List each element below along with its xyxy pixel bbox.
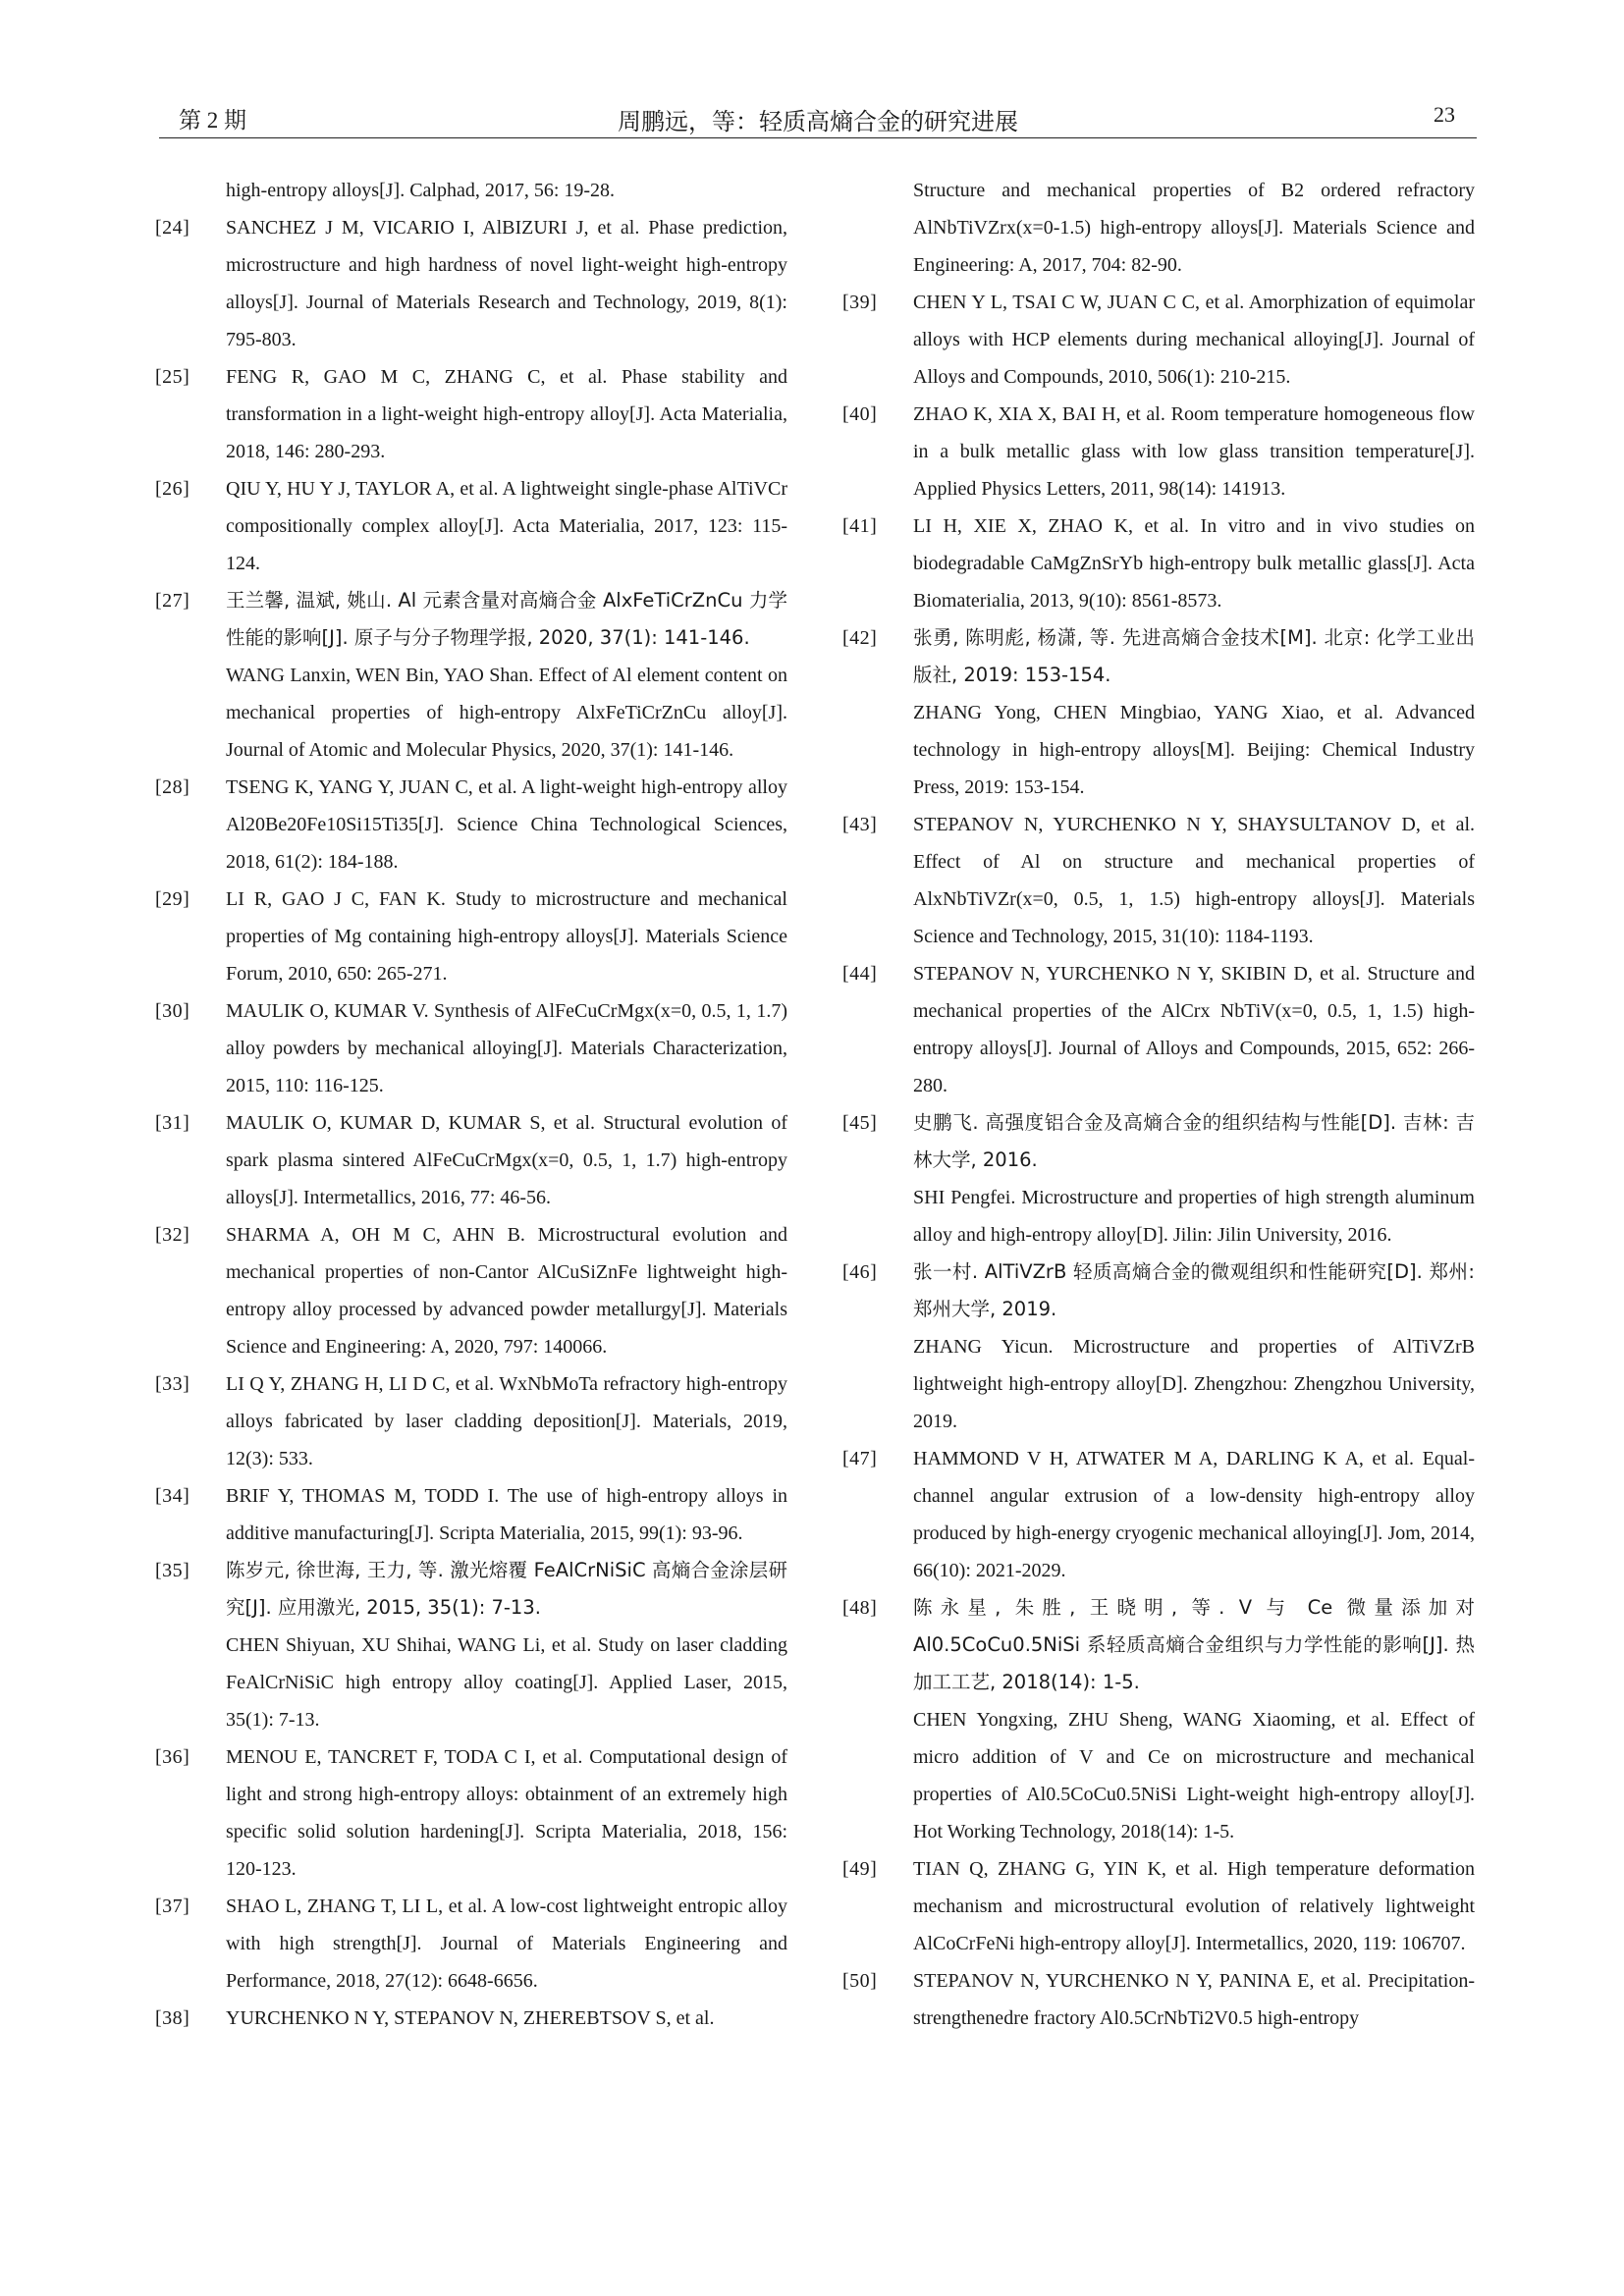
reference-number: [25] xyxy=(155,366,190,388)
reference-number: [26] xyxy=(155,478,190,500)
reference-number: [31] xyxy=(155,1112,190,1134)
reference-number: [28] xyxy=(155,776,190,798)
reference-text: Structure and mechanical properties of B2 ordered refractory AlNbTiVZrx(x=0-1.5) high-entropy alloys[J]. Materials Science and Engineering: A, 2017, 704: 82-90. xyxy=(913,180,1475,276)
reference-text: YURCHENKO N Y, STEPANOV N, ZHEREBTSOV S, et al. xyxy=(226,2007,715,2029)
reference-item xyxy=(155,470,787,582)
reference-text: FENG R, GAO M C, ZHANG C, et al. Phase stability and transformation in a light-weight high-entropy alloy[J]. Acta Materialia, 2018, 146: 280-293. xyxy=(226,366,787,462)
reference-text: SHARMA A, OH M C, AHN B. Microstructural evolution and mechanical properties of non-Cantor AlCuSiZnFe lightweight high-entropy alloy processed by advanced powder metallurgy[J]. Materials Science and Engineering: A, 2020, 797: 140066. xyxy=(226,1224,787,1358)
reference-item xyxy=(155,172,787,209)
reference-number: [44] xyxy=(842,963,878,985)
reference-item xyxy=(842,955,1475,1104)
reference-item xyxy=(842,507,1475,619)
reference-text: ZHAO K, XIA X, BAI H, et al. Room temperature homogeneous flow in a bulk metallic glass with low glass transition temperature[J]. Applied Physics Letters, 2011, 98(14): 141913. xyxy=(913,403,1475,500)
reference-item xyxy=(155,582,787,769)
reference-item xyxy=(842,1254,1475,1440)
reference-item xyxy=(155,1477,787,1552)
reference-text: MAULIK O, KUMAR V. Synthesis of AlFeCuCrMgx(x=0, 0.5, 1, 1.7) alloy powders by mechanical alloying[J]. Materials Characterization, 2015, 110: 116-125. xyxy=(226,1000,787,1096)
reference-text: LI Q Y, ZHANG H, LI D C, et al. WxNbMoTa refractory high-entropy alloys fabricated by laser cladding deposition[J]. Materials, 2019, 12(3): 533. xyxy=(226,1373,787,1469)
reference-text: TIAN Q, ZHANG G, YIN K, et al. High temperature deformation mechanism and microstructural evolution of relatively lightweight AlCoCrFeNi high-entropy alloy[J]. Intermetallics, 2020, 119: 106707. xyxy=(913,1858,1475,1954)
reference-text: 张一村. AlTiVZrB 轻质高熵合金的微观组织和性能研究[D]. 郑州: 郑州大学, 2019. xyxy=(913,1260,1475,1320)
reference-text: TSENG K, YANG Y, JUAN C, et al. A light-weight high-entropy alloy Al20Be20Fe10Si15Ti35[J]. Science China Technological Sciences, 2018, 61(2): 184-188. xyxy=(226,776,787,873)
reference-item xyxy=(155,2000,787,2037)
reference-number: [46] xyxy=(842,1261,878,1283)
reference-text: MENOU E, TANCRET F, TODA C I, et al. Computational design of light and strong high-entropy alloys: obtainment of an extremely high specific solid solution hardening[J]. Scripta Materialia, 2018, 156: 120-123. xyxy=(226,1746,787,1880)
reference-number: [42] xyxy=(842,627,878,649)
reference-item xyxy=(842,1850,1475,1962)
reference-text: STEPANOV N, YURCHENKO N Y, SKIBIN D, et al. Structure and mechanical properties of the AlCrx NbTiV(x=0, 0.5, 1, 1.5) high-entropy alloys[J]. Journal of Alloys and Compounds, 2015, 652: 266-280. xyxy=(913,963,1475,1096)
reference-number: [50] xyxy=(842,1970,878,1992)
reference-item xyxy=(842,396,1475,507)
reference-text: HAMMOND V H, ATWATER M A, DARLING K A, et al. Equal-channel angular extrusion of a low-density high-entropy alloy produced by high-energy cryogenic mechanical alloying[J]. Jom, 2014, 66(10): 2021-2029. xyxy=(913,1448,1475,1581)
reference-text: SANCHEZ J M, VICARIO I, AlBIZURI J, et al. Phase prediction, microstructure and high hardness of novel light-weight high-entropy alloys[J]. Journal of Materials Research and Technology, 2019, 8(1): 795-803. xyxy=(226,217,787,350)
reference-text: LI R, GAO J C, FAN K. Study to microstructure and mechanical properties of Mg containing high-entropy alloys[J]. Materials Science Forum, 2010, 650: 265-271. xyxy=(226,888,787,985)
reference-number: [47] xyxy=(842,1448,878,1469)
running-title: 周鹏远，等：轻质高熵合金的研究进展 xyxy=(618,110,1018,135)
reference-number: [29] xyxy=(155,888,190,910)
reference-number: [40] xyxy=(842,403,878,425)
reference-number: [49] xyxy=(842,1858,878,1880)
reference-number: [24] xyxy=(155,217,190,239)
page-number: 23 xyxy=(1434,102,1455,127)
reference-item xyxy=(842,284,1475,396)
running-header xyxy=(159,98,1477,138)
reference-item xyxy=(842,1962,1475,2037)
reference-text: STEPANOV N, YURCHENKO N Y, PANINA E, et al. Precipitation-strengthenedre fractory Al0.5CrNbTi2V0.5 high-entropy xyxy=(913,1970,1475,2029)
reference-item xyxy=(842,1440,1475,1589)
reference-text: LI H, XIE X, ZHAO K, et al. In vitro and in vivo studies on biodegradable CaMgZnSrYb high-entropy bulk metallic glass[J]. Acta Biomaterialia, 2013, 9(10): 8561-8573. xyxy=(913,515,1475,612)
reference-item xyxy=(155,209,787,358)
reference-item xyxy=(842,806,1475,955)
reference-text: MAULIK O, KUMAR D, KUMAR S, et al. Structural evolution of spark plasma sintered AlFeCuCrMgx(x=0, 0.5, 1, 1.7) high-entropy alloys[J]. Intermetallics, 2016, 77: 46-56. xyxy=(226,1112,787,1208)
reference-text: 陈永星, 朱胜, 王晓明, 等. V 与 Ce 微量添加对 Al0.5CoCu0.5NiSi 系轻质高熵合金组织与力学性能的影响[J]. 热加工工艺, 2018(14): 1-5. xyxy=(913,1596,1475,1693)
reference-column-left xyxy=(155,172,787,2037)
reference-number: [32] xyxy=(155,1224,190,1246)
reference-text: SHI Pengfei. Microstructure and properties of high strength aluminum alloy and high-entropy alloy[D]. Jilin: Jilin University, 2016. xyxy=(913,1187,1475,1246)
reference-text: 陈岁元, 徐世海, 王力, 等. 激光熔覆 FeAlCrNiSiC 高熵合金涂层研究[J]. 应用激光, 2015, 35(1): 7-13. xyxy=(226,1559,787,1619)
reference-number: [27] xyxy=(155,590,190,612)
reference-item xyxy=(155,1552,787,1738)
reference-number: [45] xyxy=(842,1112,878,1134)
reference-item xyxy=(155,769,787,881)
reference-number: [34] xyxy=(155,1485,190,1507)
reference-text: CHEN Shiyuan, XU Shihai, WANG Li, et al. Study on laser cladding FeAlCrNiSiC high entropy alloy coating[J]. Applied Laser, 2015, 35(1): 7-13. xyxy=(226,1634,787,1731)
reference-item xyxy=(155,992,787,1104)
reference-column-right xyxy=(842,172,1475,2037)
reference-number: [36] xyxy=(155,1746,190,1768)
reference-number: [33] xyxy=(155,1373,190,1395)
reference-text: WANG Lanxin, WEN Bin, YAO Shan. Effect of Al element content on mechanical properties of high-entropy AlxFeTiCrZnCu alloy[J]. Journal of Atomic and Molecular Physics, 2020, 37(1): 141-146. xyxy=(226,665,787,761)
reference-item xyxy=(155,1365,787,1477)
issue-label: 第 2 期 xyxy=(179,108,246,133)
reference-text: STEPANOV N, YURCHENKO N Y, SHAYSULTANOV D, et al. Effect of Al on structure and mechanical properties of AlxNbTiVZr(x=0, 0.5, 1, 1.5) high-entropy alloys[J]. Materials Science and Technology, 2015, 31(10): 1184-1193. xyxy=(913,814,1475,947)
reference-item xyxy=(155,1888,787,2000)
reference-text: ZHANG Yicun. Microstructure and properties of AlTiVZrB lightweight high-entropy alloy[D]. Zhengzhou: Zhengzhou University, 2019. xyxy=(913,1336,1475,1432)
reference-number: [35] xyxy=(155,1560,190,1581)
reference-text: 王兰馨, 温斌, 姚山. Al 元素含量对高熵合金 AlxFeTiCrZnCu 力学性能的影响[J]. 原子与分子物理学报, 2020, 37(1): 141-146. xyxy=(226,589,787,649)
reference-item xyxy=(842,1104,1475,1254)
reference-text: CHEN Yongxing, ZHU Sheng, WANG Xiaoming, et al. Effect of micro addition of V and Ce on microstructure and mechanical properties of Al0.5CoCu0.5NiSi Light-weight high-entropy alloy[J]. Hot Working Technology, 2018(14): 1-5. xyxy=(913,1709,1475,1842)
reference-number: [41] xyxy=(842,515,878,537)
reference-item xyxy=(155,1216,787,1365)
reference-text: ZHANG Yong, CHEN Mingbiao, YANG Xiao, et al. Advanced technology in high-entropy alloys[M]. Beijing: Chemical Industry Press, 2019: 153-154. xyxy=(913,702,1475,798)
reference-item xyxy=(155,1738,787,1888)
reference-number: [38] xyxy=(155,2007,190,2029)
reference-item xyxy=(155,1104,787,1216)
reference-item xyxy=(155,358,787,470)
reference-text: QIU Y, HU Y J, TAYLOR A, et al. A lightweight single-phase AlTiVCr compositionally complex alloy[J]. Acta Materialia, 2017, 123: 115-124. xyxy=(226,478,787,574)
reference-text: high-entropy alloys[J]. Calphad, 2017, 56: 19-28. xyxy=(226,180,616,201)
reference-item xyxy=(155,881,787,992)
reference-item xyxy=(842,172,1475,284)
reference-text: 张勇, 陈明彪, 杨潇, 等. 先进高熵合金技术[M]. 北京: 化学工业出版社, 2019: 153-154. xyxy=(913,626,1475,686)
reference-number: [39] xyxy=(842,292,878,313)
reference-number: [37] xyxy=(155,1896,190,1917)
reference-text: 史鹏飞. 高强度铝合金及高熵合金的组织结构与性能[D]. 吉林: 吉林大学, 2016. xyxy=(913,1111,1475,1171)
reference-text: BRIF Y, THOMAS M, TODD I. The use of high-entropy alloys in additive manufacturing[J]. Scripta Materialia, 2015, 99(1): 93-96. xyxy=(226,1485,787,1544)
reference-number: [48] xyxy=(842,1597,878,1619)
reference-item xyxy=(842,1589,1475,1850)
reference-item xyxy=(842,619,1475,806)
reference-text: CHEN Y L, TSAI C W, JUAN C C, et al. Amorphization of equimolar alloys with HCP elements during mechanical alloying[J]. Journal of Alloys and Compounds, 2010, 506(1): 210-215. xyxy=(913,292,1475,388)
reference-number: [30] xyxy=(155,1000,190,1022)
reference-number: [43] xyxy=(842,814,878,835)
reference-text: SHAO L, ZHANG T, LI L, et al. A low-cost lightweight entropic alloy with high strength[J]. Journal of Materials Engineering and Performance, 2018, 27(12): 6648-6656. xyxy=(226,1896,787,1992)
